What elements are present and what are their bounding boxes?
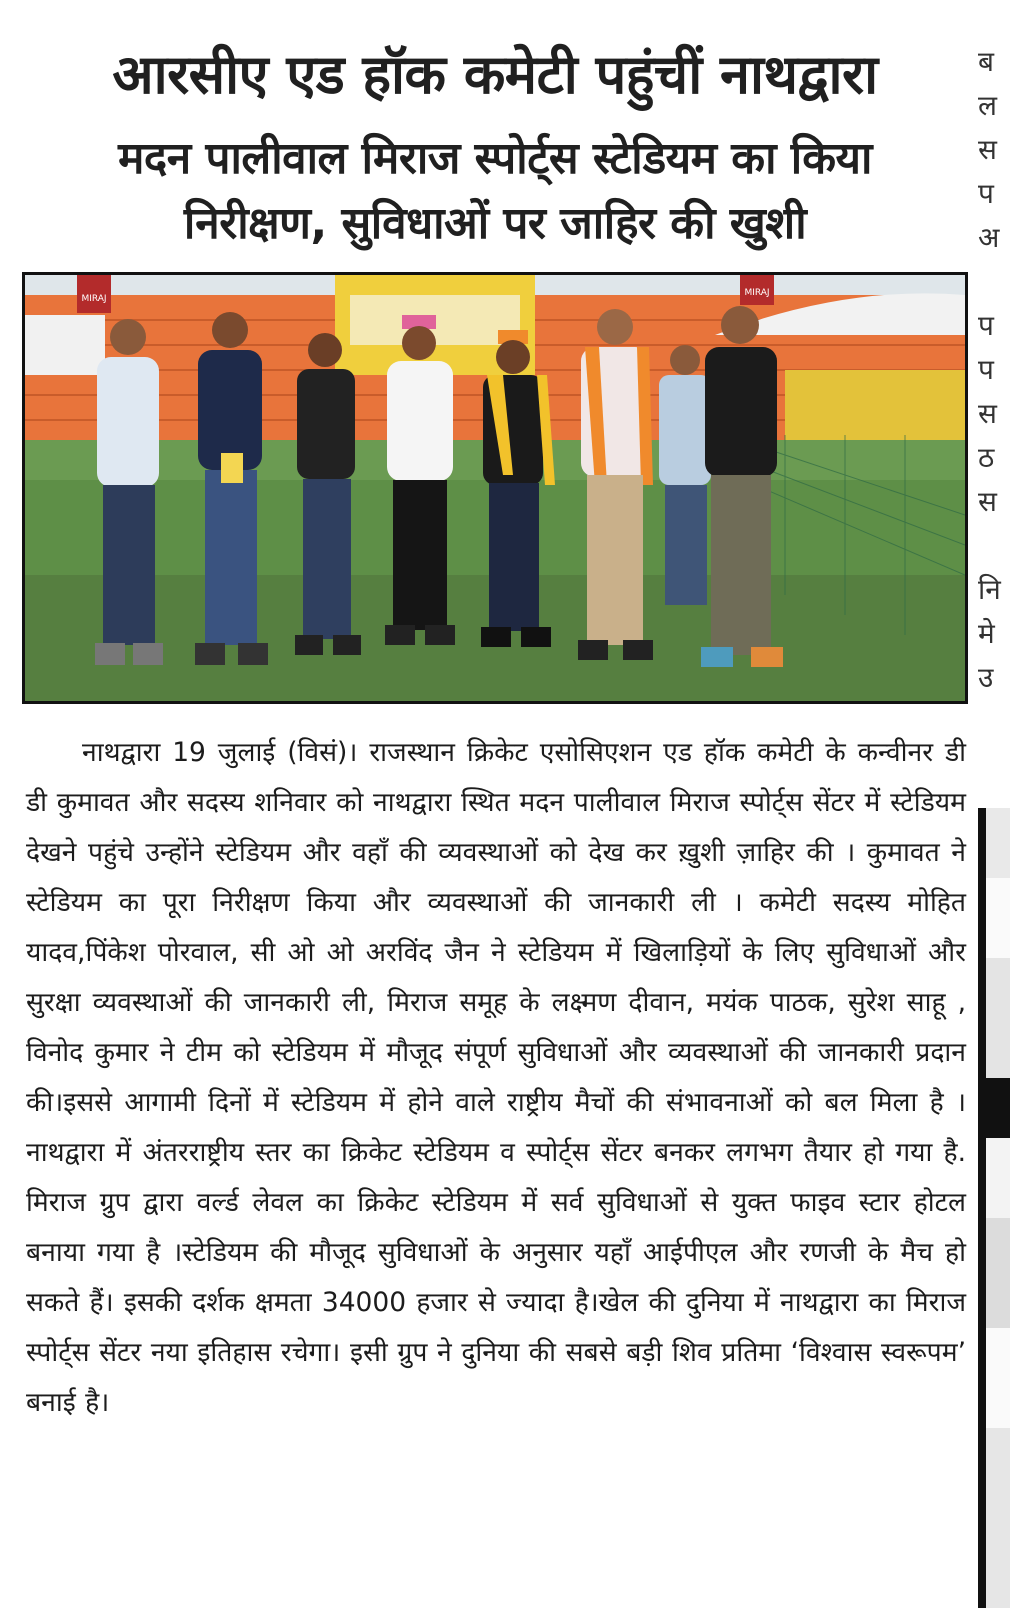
fragment-4: अ [978, 221, 1000, 254]
fragment-0: ब [978, 45, 994, 78]
person-4 [385, 315, 455, 645]
svg-text:MIRAJ: MIRAJ [81, 294, 107, 304]
person-6 [578, 309, 653, 660]
fragment-11 [978, 524, 1010, 568]
article-text: नाथद्वारा 19 जुलाई (विसं)। राजस्थान क्रिकेट एसोसिएशन एड हॉक कमेटी के कन्वीनर डी डी कुमावत और सदस्य शनिवार को नाथद्वारा स्थित मदन पालीवाल मिराज स्पोर्ट्स सेंटर में स्टेडियम देखने पहुंचे उन्होंने स्टेडियम और वहाँ की व्यवस्थाओं को देख कर ख़ुशी ज़ाहिर की । कुमावत ने स्टेडियम का पूरा निरीक्षण किया और व्यवस्थाओं की जानकारी ली । कमेटी सदस्य मोहित यादव,पिंकेश पोरवाल, सी ओ ओ अरविंद जैन ने स्टेडियम में खिलाड़ियों के लिए सुविधाओं और सुरक्षा व्यवस्थाओं की जानकारी ली, मिराज समूह के लक्ष्मण दीवान, मयंक पाठक, सुरेश साहू , विनोद कुमार ने टीम को स्टेडियम में मौजूद संपूर्ण सुविधाओं और व्यवस्थाओं की जानकारी प्रदान की।इससे आगामी दिनों में स्टेडियम में होने वाले राष्ट्रीय मैचों की संभावनाओं को बल मिला है ।नाथद्वारा में अंतरराष्ट्रीय स्तर का क्रिकेट स्टेडियम व स्पोर्ट्स सेंटर बनकर लगभग तैयार हो गया है. मिराज ग्रुप द्वारा वर्ल्ड लेवल का क्रिकेट स्टेडियम में सर्व सुविधाओं से युक्त फाइव स्टार होटल बनाया गया है ।स्टेडियम की मौजूद सुविधाओं के अनुसार यहाँ आईपीएल और रणजी के मैच हो सकते हैं। इसकी दर्शक क्षमता 34000 हजार से ज्यादा है।खेल की दुनिया में नाथद्वारा का मिराज स्पोर्ट्स सेंटर नया इतिहास रचेगा। इसी ग्रुप ने दुनिया की सबसे बड़ी शिव प्रतिमा ‘विश्वास स्वरूपम’ बनाई है। [26, 737, 966, 1418]
person-1 [95, 319, 163, 665]
fragment-8: स [978, 397, 997, 430]
headline-subtitle-line-2: निरीक्षण, सुविधाओं पर जाहिर की खुशी [183, 198, 807, 249]
headline-subtitle-line-1: मदन पालीवाल मिराज स्पोर्ट्स स्टेडियम का किया [118, 133, 872, 184]
fragment-7: प [978, 353, 994, 386]
fragment-9: ठ [978, 441, 995, 474]
adjacent-column-fragment [978, 40, 1010, 700]
fragment-2: स [978, 133, 997, 166]
svg-text:MIRAJ: MIRAJ [744, 288, 770, 298]
news-photo [22, 272, 968, 704]
fragment-10: स [978, 485, 997, 518]
fragment-1: ल [978, 89, 997, 122]
fragment-3: प [978, 177, 994, 210]
adjacent-ad-box [978, 808, 1010, 1608]
article-body [26, 728, 966, 1428]
fragment-14: उ [978, 661, 994, 694]
person-7 [659, 345, 711, 605]
stadium-group-photo [25, 275, 965, 701]
fragment-6: प [978, 309, 994, 342]
fragment-13: मे [978, 617, 995, 650]
headline-title: आरसीए एड हॉक कमेटी पहुंचीं नाथद्वारा [112, 43, 878, 106]
fragment-5 [978, 260, 1010, 304]
fragment-12: नि [978, 573, 1001, 606]
person-8 [701, 306, 783, 667]
